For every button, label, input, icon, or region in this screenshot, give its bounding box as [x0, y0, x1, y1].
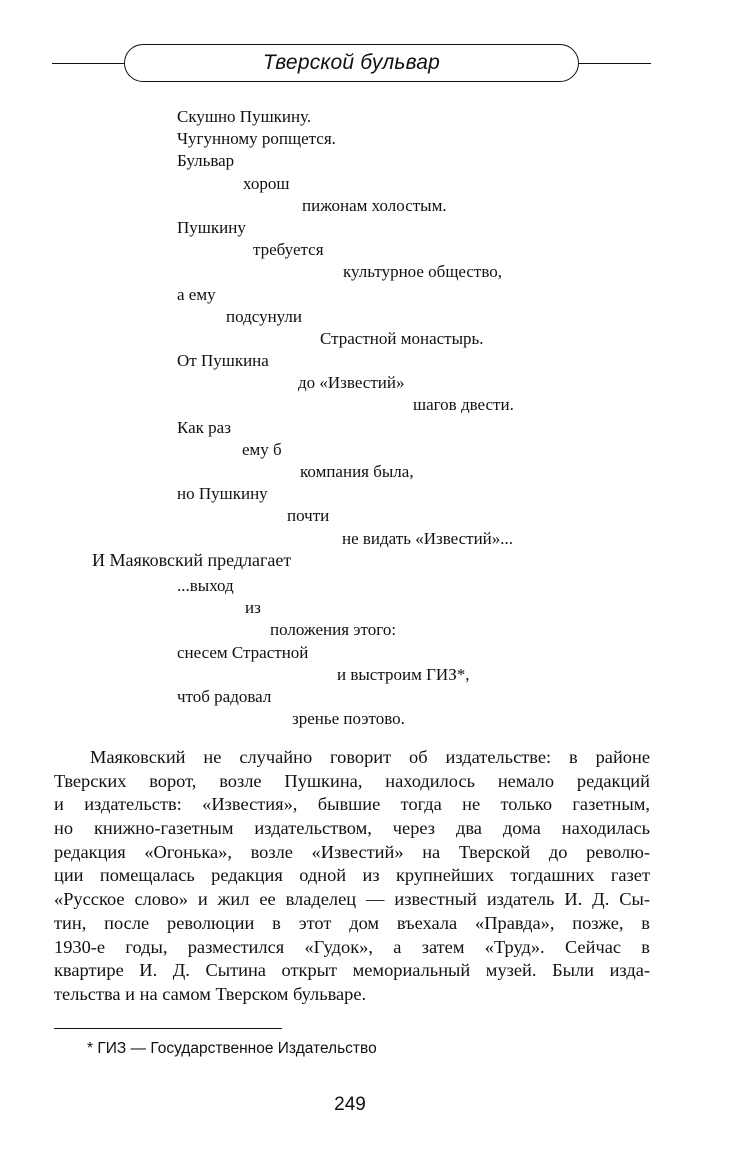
poem-line: положения этого: — [270, 620, 397, 640]
header-rule-left — [52, 63, 124, 64]
footnote: * ГИЗ — Государственное Издательство — [87, 1040, 377, 1057]
paragraph-line: ции помещалась редакция одной из крупнейших тогдашних газет — [54, 865, 650, 886]
poem-line: снесем Страстной — [177, 642, 309, 662]
running-header-title: Тверской бульвар — [262, 51, 441, 74]
poem-line: не видать «Известий»... — [342, 528, 514, 548]
poem-line: Страстной монастырь. — [320, 328, 484, 348]
paragraph-line: тельства и на самом Тверском бульваре. — [54, 983, 367, 1004]
paragraph-line: редакция «Огонька», возле «Известий» на Тверской до револю- — [54, 841, 650, 862]
poem-line: ...выход — [177, 576, 234, 595]
poem-introduction: И Маяковский предлагает — [92, 550, 292, 570]
poem-line: Как раз — [177, 417, 231, 437]
paragraph-line: 1930-е годы, разместился «Гудок», а затем «Труд». Сейчас в — [54, 936, 650, 957]
poem-line: культурное общество, — [343, 262, 503, 282]
paragraph-line: тин, после революции в этот дом въехала «Правда», позже, в — [54, 912, 650, 933]
poem-line: подсунули — [226, 306, 303, 326]
poem-line: Скушно Пушкину. — [177, 107, 312, 126]
poem-line: Пушкину — [177, 217, 246, 237]
poem-line: но Пушкину — [177, 484, 268, 504]
poem-line: чтоб радовал — [177, 686, 272, 706]
poem-line: Бульвар — [177, 151, 235, 171]
header-rule-right — [579, 63, 651, 64]
poem-line: шагов двести. — [413, 395, 514, 415]
paragraph-line: Тверских ворот, возле Пушкина, находилось немало редакций — [54, 770, 650, 791]
paragraph-line: Маяковский не случайно говорит об издательстве: в районе — [90, 747, 650, 767]
page-number: 249 — [334, 1094, 366, 1115]
poem-line: из — [245, 598, 261, 618]
body-paragraph — [54, 746, 650, 1007]
footnote-separator — [54, 1028, 282, 1029]
poem-line: и выстроим ГИЗ*, — [337, 664, 470, 684]
poem-line: до «Известий» — [298, 373, 405, 393]
poem-line: ему б — [242, 439, 282, 459]
poem-line: Чугунному ропщется. — [177, 129, 336, 149]
poem-part-2 — [0, 575, 738, 730]
poem-line: зренье поэтово. — [292, 709, 405, 729]
poem-line: хорош — [243, 173, 290, 193]
poem-line: почти — [287, 506, 330, 526]
paragraph-line: «Русское слово» и жил ее владелец — известный издатель И. Д. Сы- — [54, 889, 650, 910]
paragraph-line: и издательств: «Известия», бывшие тогда не только газетным, — [54, 794, 650, 815]
poem-line: От Пушкина — [177, 351, 269, 371]
poem-line: пижонам холостым. — [302, 195, 447, 215]
poem-line: компания была, — [300, 462, 414, 481]
paragraph-line: но книжно-газетным издательством, через два дома находилась — [54, 818, 650, 839]
poem-part-1 — [0, 106, 738, 550]
poem-line: а ему — [177, 284, 216, 304]
poem-line: требуется — [253, 240, 324, 260]
paragraph-line: квартире И. Д. Сытина открыт мемориальный музей. Были изда- — [54, 960, 650, 981]
